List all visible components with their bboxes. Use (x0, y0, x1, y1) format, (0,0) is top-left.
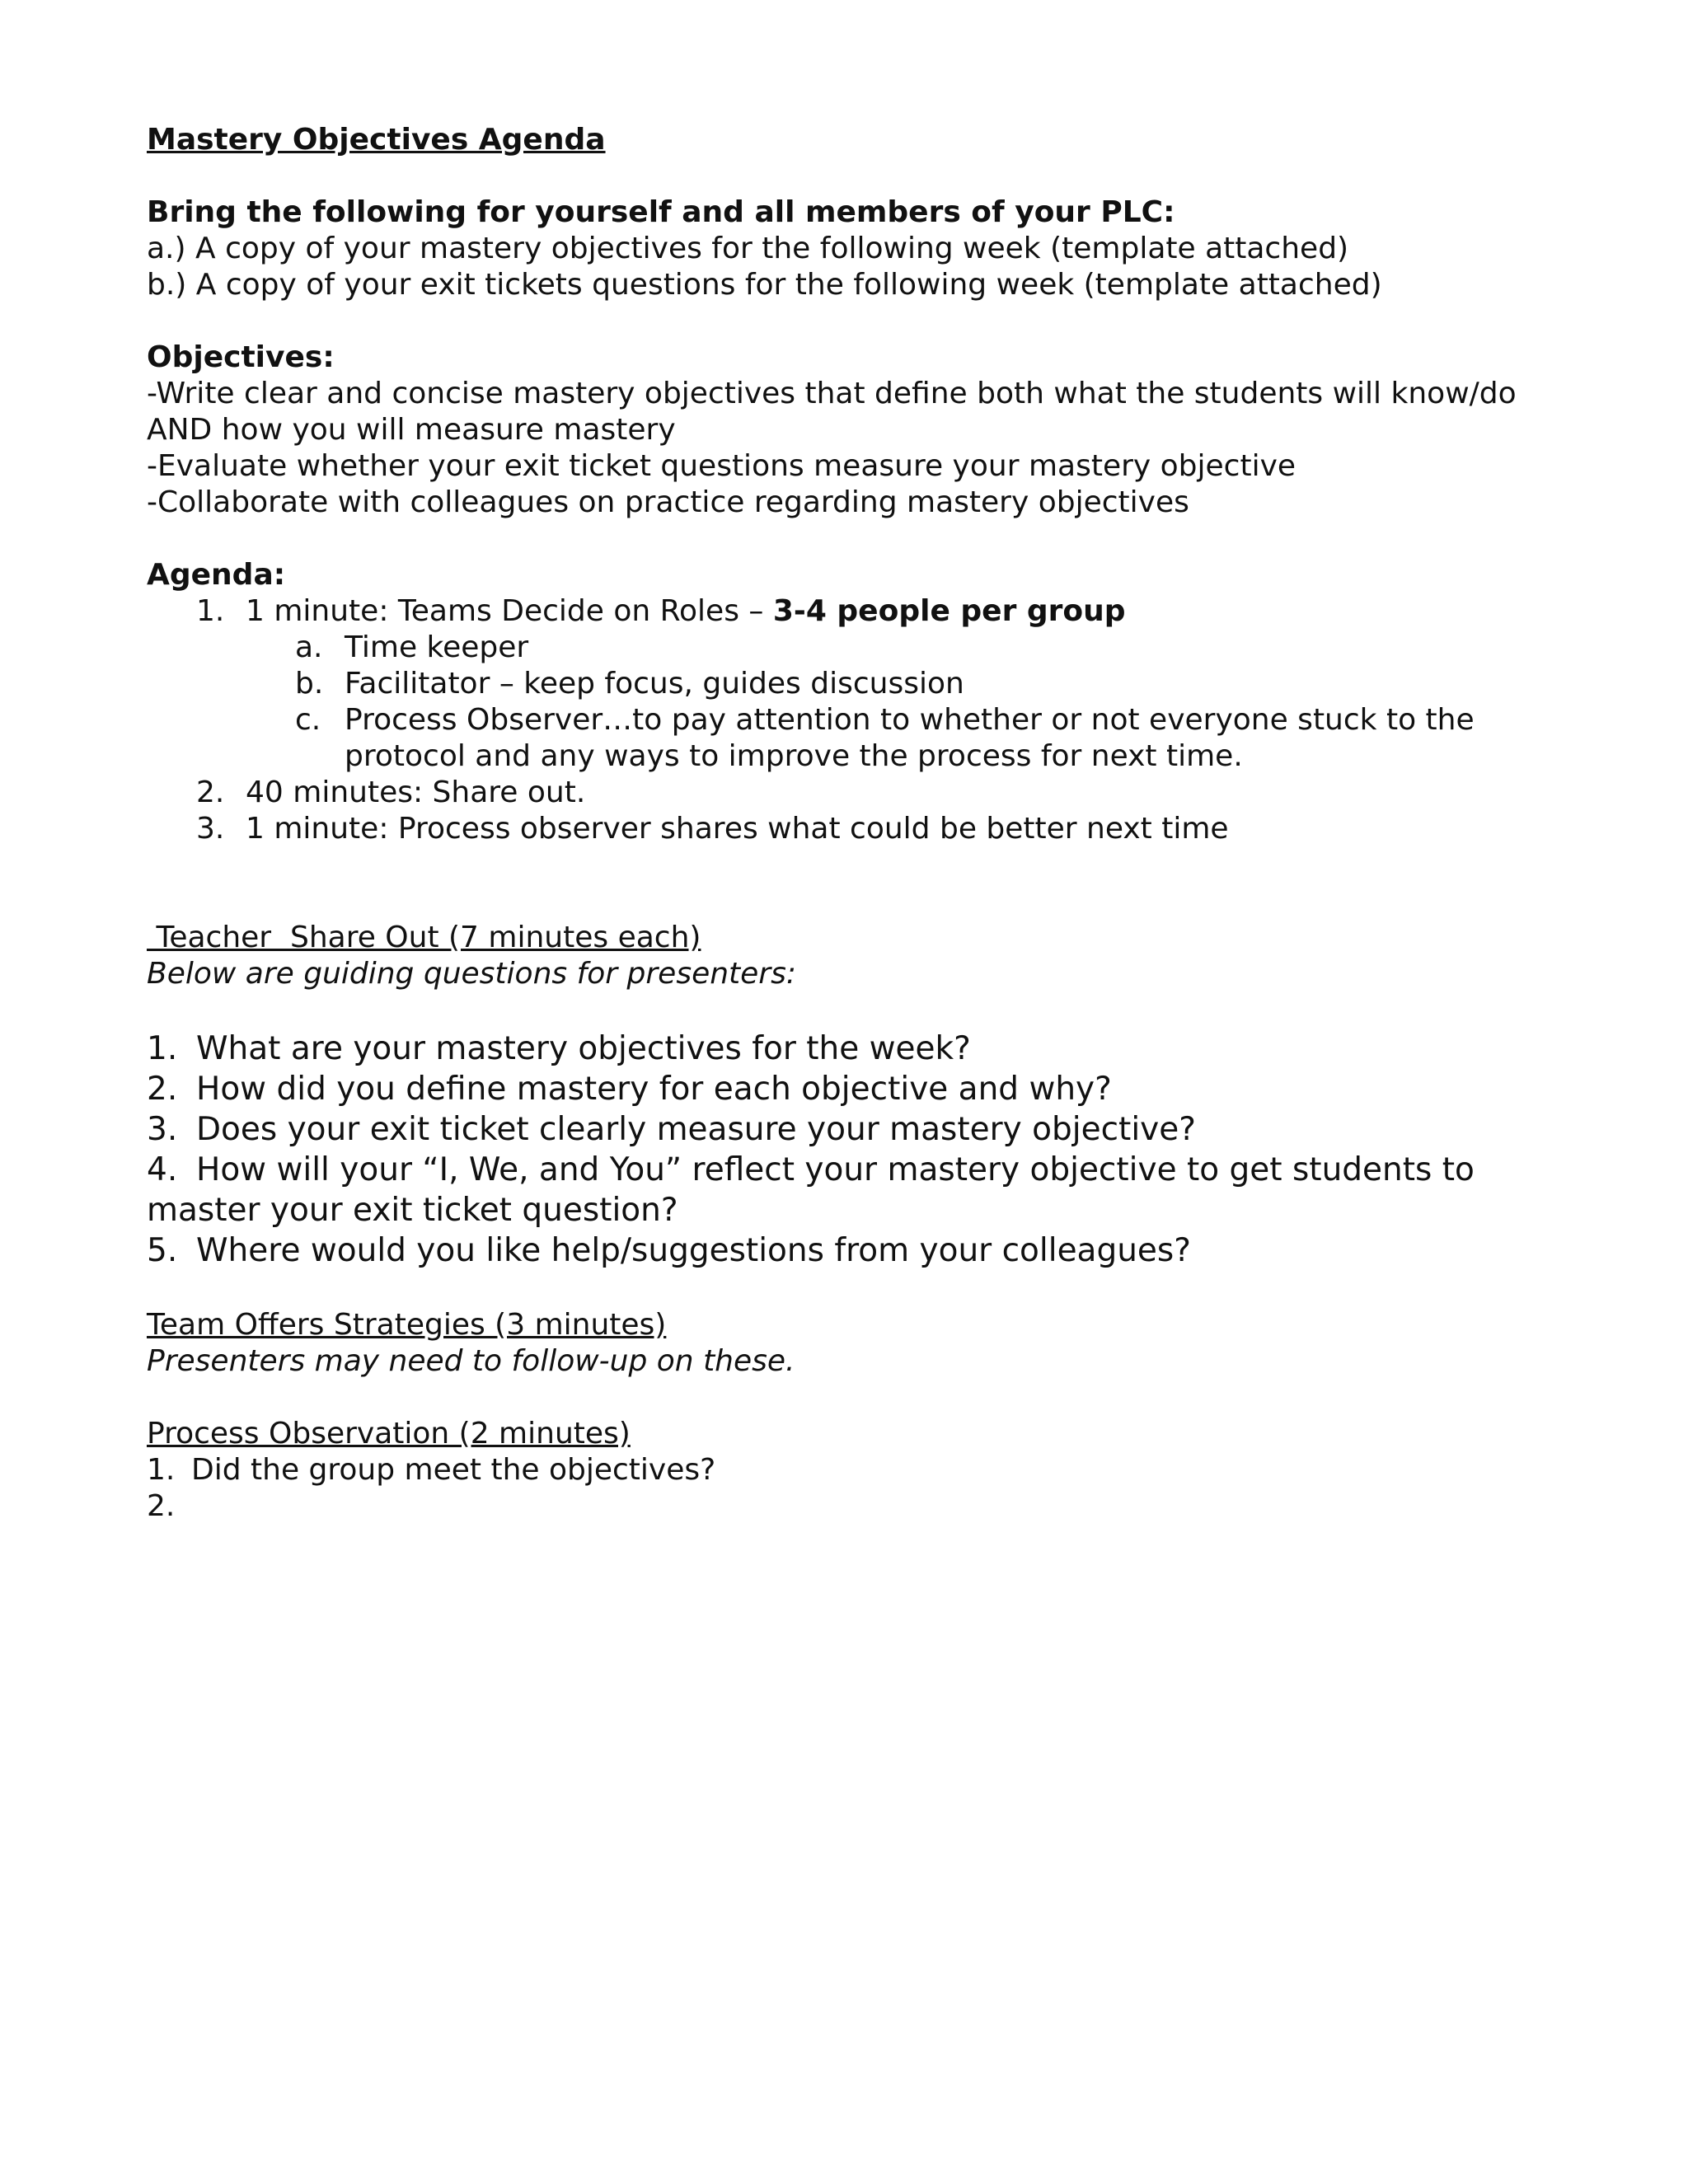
document-title: Mastery Objectives Agenda (147, 123, 606, 157)
agenda-item-text: 1 minute: Process observer shares what could be better next time (246, 812, 1229, 846)
question-4 (147, 1150, 1564, 1230)
agenda-item-1 (196, 593, 1564, 775)
observation-item-1 (147, 1452, 1564, 1488)
spacer (147, 521, 1564, 557)
question-number: 4. (147, 1151, 178, 1188)
question-number: 3. (147, 1111, 178, 1148)
strategies-subheading: Presenters may need to follow-up on these. (147, 1344, 795, 1378)
question-3 (147, 1109, 1564, 1150)
role-item-a (295, 630, 1564, 666)
role-item-c (295, 702, 1564, 775)
question-text: Where would you like help/suggestions from your colleagues? (196, 1232, 1191, 1269)
observation-item-2 (147, 1488, 1564, 1525)
spacer (147, 1380, 1564, 1416)
question-text: How will your “I, We, and You” reflect your mastery objective to get students to master your exit ticket question? (147, 1151, 1475, 1229)
role-item-letter: b. (295, 667, 324, 701)
question-text: Does your exit ticket clearly measure your mastery objective? (196, 1111, 1196, 1148)
bring-heading: Bring the following for yourself and all members of your PLC: (147, 195, 1175, 229)
role-item-text: Facilitator – keep focus, guides discussion (345, 667, 964, 701)
objective-item-2: -Evaluate whether your exit ticket questions measure your mastery objective (147, 449, 1296, 483)
question-2 (147, 1069, 1564, 1109)
agenda-item-3 (196, 811, 1564, 847)
agenda-item-number: 2. (196, 776, 225, 809)
observation-number: 1. (147, 1453, 176, 1487)
question-1 (147, 1029, 1564, 1069)
question-text: How did you define mastery for each objective and why? (196, 1071, 1112, 1108)
agenda-item-text: 1 minute: Teams Decide on Roles – (246, 594, 773, 628)
objective-item-3: -Collaborate with colleagues on practice regarding mastery objectives (147, 485, 1189, 519)
share-out-subheading: Below are guiding questions for presenters: (147, 957, 796, 991)
roles-list (147, 630, 1564, 775)
spacer (147, 847, 1564, 920)
question-number: 1. (147, 1030, 178, 1067)
question-number: 5. (147, 1232, 178, 1269)
role-item-b (295, 666, 1564, 702)
observation-text: Did the group meet the objectives? (191, 1453, 716, 1487)
observation-heading: Process Observation (2 minutes) (147, 1417, 631, 1451)
agenda-item-text: 40 minutes: Share out. (246, 776, 586, 809)
objectives-heading: Objectives: (147, 340, 335, 374)
question-text: What are your mastery objectives for the week? (196, 1030, 971, 1067)
bring-item-b: b.) A copy of your exit tickets questions for the following week (template attached) (147, 268, 1382, 302)
role-item-text: Process Observer…to pay attention to whether or not everyone stuck to the protocol and any ways to improve the process for next time. (345, 703, 1475, 773)
agenda-list (147, 593, 1564, 847)
agenda-item-number: 3. (196, 812, 225, 846)
spacer (147, 158, 1564, 194)
bring-item-a: a.) A copy of your mastery objectives for the following week (template attached) (147, 232, 1349, 265)
agenda-item-bold-text: 3-4 people per group (772, 594, 1126, 628)
guiding-questions (147, 1029, 1564, 1271)
question-5 (147, 1230, 1564, 1271)
role-item-letter: c. (295, 703, 321, 737)
role-item-letter: a. (295, 630, 323, 664)
question-number: 2. (147, 1071, 178, 1108)
spacer (147, 992, 1564, 1029)
role-item-text: Time keeper (345, 630, 529, 664)
agenda-item-number: 1. (196, 594, 225, 628)
share-out-heading: Teacher Share Out (7 minutes each) (147, 921, 701, 954)
objective-item-1: -Write clear and concise mastery objectives that define both what the students will know/do AND how you will measure mastery (147, 377, 1517, 447)
spacer (147, 303, 1564, 340)
agenda-item-2 (196, 775, 1564, 811)
agenda-heading: Agenda: (147, 558, 286, 592)
observation-number: 2. (147, 1489, 176, 1523)
document-page (147, 122, 1564, 1525)
spacer (147, 1271, 1564, 1307)
strategies-heading: Team Offers Strategies (3 minutes) (147, 1308, 667, 1342)
